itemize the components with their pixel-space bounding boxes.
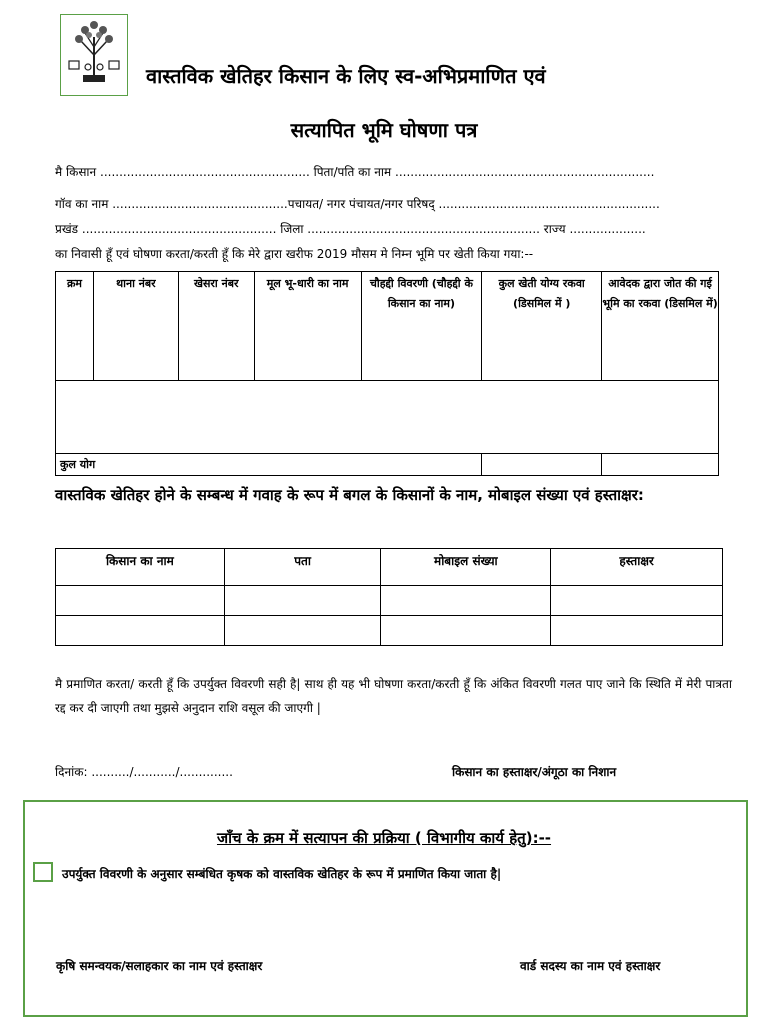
total-label: कुल योग xyxy=(56,454,482,476)
total-cultivated-cell[interactable] xyxy=(602,454,719,476)
ward-member-signature-label: वार्ड सदस्य का नाम एवं हस्ताक्षर xyxy=(520,959,661,973)
col-mobile-number: मोबाइल संख्या xyxy=(381,549,551,586)
col-thana-number: थाना नंबर xyxy=(93,272,178,381)
bihar-tree-emblem-icon xyxy=(61,15,127,95)
declaration-text: मै प्रमाणित करता/ करती हूँ कि उपर्युक्त विवरणी सही है| साथ ही यह भी घोषणा करता/करती हूँ कि अंकित विवरणी गलत पाए जाने कि स्थिति में मेरी पात्रता रद्द कर दी जाएगी तथा मुझसे अनुदान राशि वसूल की जाएगी | xyxy=(55,677,732,715)
col-total-cultivable-area: कुल खेती योग्य रकवा (डिसमिल में ) xyxy=(482,272,602,381)
agri-coordinator-signature-label: कृषि समन्वयक/सलाहकार का नाम एवं हस्ताक्षर xyxy=(56,959,263,973)
logo xyxy=(60,14,128,96)
col-boundary-details: चौहद्दी विवरणी (चौहद्दी के किसान का नाम) xyxy=(361,272,482,381)
col-signature: हस्ताक्षर xyxy=(551,549,723,586)
witness-table xyxy=(55,548,723,646)
table-row xyxy=(56,616,723,646)
title-line-2: सत्यापित भूमि घोषणा पत्र xyxy=(290,118,478,142)
table-row xyxy=(56,586,723,616)
col-address: पता xyxy=(224,549,381,586)
title-line-1: वास्तविक खेतिहर किसान के लिए स्व-अभिप्रमाणित एवं xyxy=(146,64,546,88)
col-applicant-cultivated-area: आवेदक द्वारा जोत की गई भूमि का रकवा (डिसमिल में) xyxy=(602,272,719,381)
total-cultivable-cell[interactable] xyxy=(482,454,602,476)
verification-title: जाँच के क्रम में सत्यापन की प्रक्रिया ( विभागीय कार्य हेतु):-- xyxy=(216,829,552,847)
col-serial: क्रम xyxy=(56,272,94,381)
farmer-name-line[interactable]: मै किसान ....................................................... पिता/पति का नाम .................................................................... xyxy=(55,165,655,179)
verification-checkbox[interactable] xyxy=(33,862,53,882)
village-name-line[interactable]: गॉव का नाम ..............................................पचायत/ नगर पंचायत/नगर परिषद् .......................................................... xyxy=(55,197,660,211)
col-farmer-name: किसान का नाम xyxy=(56,549,225,586)
land-details-table xyxy=(55,271,719,476)
date-field[interactable]: दिनांक: ........../.........../.............. xyxy=(55,765,233,779)
land-entry-cell[interactable] xyxy=(56,381,719,454)
verification-checkbox-label: उपर्युक्त विवरणी के अनुसार सम्बंधित कृषक को वास्तविक खेतिहर के रूप में प्रमाणित किया जाता है| xyxy=(62,867,502,881)
farmer-signature-label: किसान का हस्ताक्षर/अंगूठा का निशान xyxy=(452,765,617,779)
residence-declaration-line: का निवासी हूँ एवं घोषणा करता/करती हूँ कि मेरे द्वारा खरीफ 2019 मौसम मे निम्न भूमि पर खेती किया गया:-- xyxy=(55,247,534,261)
col-original-landholder: मूल भू-धारी का नाम xyxy=(254,272,361,381)
col-khesra-number: खेसरा नंबर xyxy=(178,272,254,381)
block-district-state-line[interactable]: प्रखंड ................................................... जिला ............................................................. राज्य .................... xyxy=(55,222,646,236)
witness-heading: वास्तविक खेतिहर होने के सम्बन्ध में गवाह के रूप में बगल के किसानों के नाम, मोबाइल संख्या एवं हस्ताक्षर: xyxy=(55,486,644,504)
